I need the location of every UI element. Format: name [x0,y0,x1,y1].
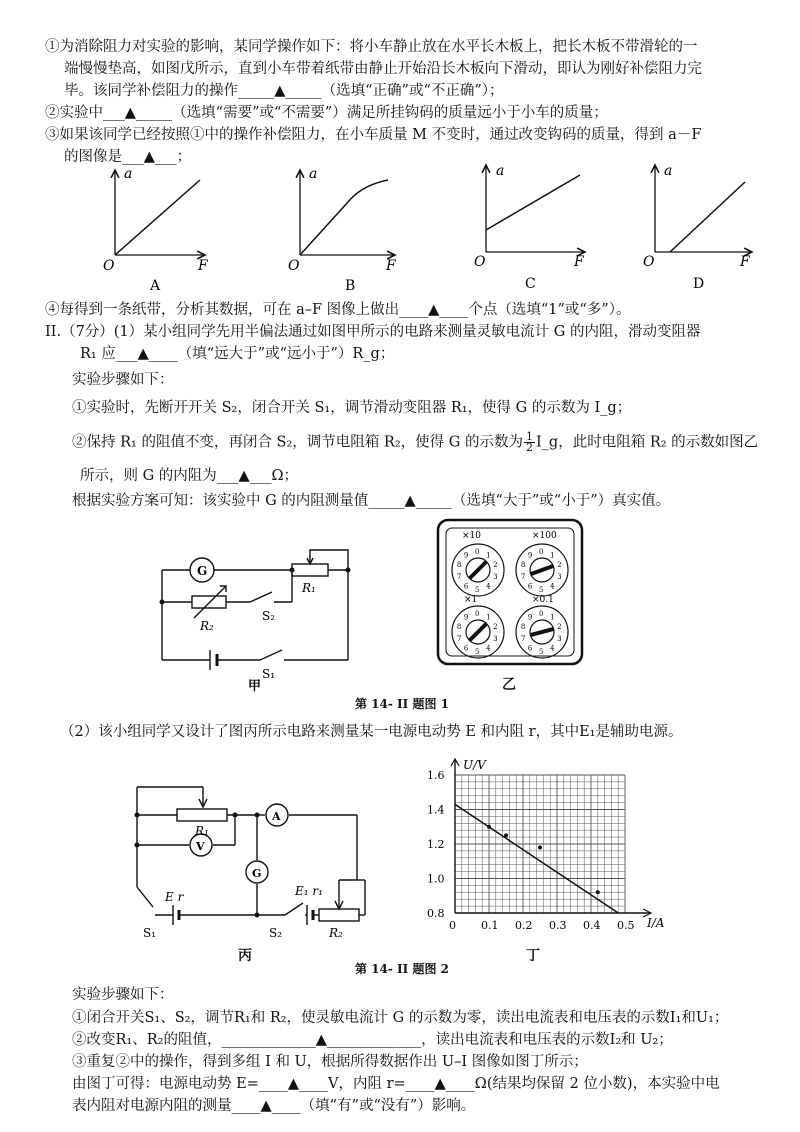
dial-digit: 7 [520,634,526,643]
graph-a-xlabel: F [198,258,208,274]
jia-r2: R₂ [200,619,214,633]
dial-digit: 5 [475,648,480,656]
bing-r1: R₁ [195,824,209,838]
y-axis-label: U/V [463,758,486,772]
dial-digit: 0 [475,548,480,556]
bing-s1: S₁ [143,926,157,940]
dial-digit: 2 [557,623,562,632]
dial-digit: 1 [550,551,555,560]
dial-label-x0.1: ×0.1 [532,595,554,605]
data-point [487,825,491,829]
p2-intro-line1: II.（7分）(1）某小组同学先用半偏法通过如图甲所示的电路来测量灵敏电流计 G 的内阻，滑动变阻器 [45,324,701,340]
dial-digit: 6 [463,644,469,653]
p2-steps-title: 实验步骤如下： [72,372,174,388]
dial-digit: 7 [520,572,526,581]
line-d [670,182,745,252]
graph-a-label: A [150,278,161,294]
p2-step1: ①实验时，先断开开关 S₂，闭合开关 S₁，调节滑动变阻器 R₁，使得 G 的示数为 I_g； [72,400,632,416]
dial-digit: 3 [493,634,498,643]
dial-digit: 1 [486,613,491,622]
dial-digit: 3 [557,634,562,643]
line-c [486,175,580,230]
af-graphs [0,160,800,300]
q2-line: ②实验中___▲_____（选填“需要”或“不需要”）满足所挂钩码的质量远小于小车的质量； [45,105,608,121]
dial-digit: 5 [475,586,480,594]
circuit-bing [125,775,385,945]
dial-digit: 7 [456,572,462,581]
q3-line1: ③如果该同学已经按照①中的操作补偿阻力，在小车质量 M 不变时，通过改变钩码的质量，得到 a－F [45,127,702,143]
dial-digit: 2 [493,561,498,570]
bing-er: E r [165,890,184,904]
dial-digit: 4 [550,644,555,653]
x-tick-label: 0.4 [583,919,601,932]
dial-digit: 9 [527,613,533,622]
graph-d-label: D [693,276,705,292]
fig2-caption: 第 14- II 题图 2 [355,962,449,976]
dial-digit: 8 [456,623,462,632]
y-tick-label: 1.6 [427,769,445,782]
dial-digit: 2 [557,561,562,570]
fig-bing: 丙 [238,948,252,964]
dial-digit: 3 [557,572,562,581]
graph-b [288,166,397,294]
p2-step2 [72,432,758,453]
graph-c-xlabel: F [574,254,584,270]
data-point [596,890,600,894]
dial-digit: 5 [539,586,544,594]
curve-b [300,180,388,255]
dial-digit: 4 [550,582,555,591]
graph-d-ylabel: a [664,163,673,179]
graph-c-ylabel: a [496,163,505,179]
bing-g: G [252,867,262,880]
p2-step2-a: ②保持 R₁ 的阻值不变，再闭合 S₂，调节电阻箱 R₂，使得 G 的示数为 [72,434,523,451]
dial-digit: 0 [475,610,480,618]
dial-digit: 6 [527,644,533,653]
x-axis-label: I/A [647,916,665,930]
x-tick-label: 0.3 [549,919,567,932]
dial-digit: 8 [520,561,526,570]
fig1-caption: 第 14- II 题图 1 [355,697,449,711]
dial-digit: 8 [520,623,526,632]
graph-c [474,163,585,292]
fraction-half [524,432,535,453]
fig-ding: 丁 [526,948,540,964]
graph-b-origin: O [288,258,300,274]
fig-yi: 乙 [502,677,516,693]
dial-digit: 0 [539,548,544,556]
q4-line: ④每得到一条纸带，分析其数据，可在 a–F 图像上做出____▲____个点（选填“1”或“多”）。 [45,302,631,318]
p2-intro-line2: R₁ 应___▲____（填“远大于”或“远小于”）R_g； [80,346,395,362]
dial-digit: 0 [539,610,544,618]
q3-line2: 的图像是___▲___； [64,149,192,165]
graph-a [103,166,209,294]
y-tick-label: 0.8 [427,907,445,920]
p3-result-line2: 表内阻对电源内阻的测量____▲____（填“有”或“没有”）影响。 [72,1098,476,1114]
jia-s1: S₁ [262,667,276,681]
graph-c-origin: O [474,254,486,270]
dial-digit: 7 [456,634,462,643]
jia-r1: R₁ [302,581,316,595]
graph-d [643,163,752,292]
dial-digit: 5 [539,648,544,656]
resistance-box-yi [436,518,586,668]
jia-s2: S₂ [262,609,276,623]
p2-step2-b: I_g，此时电阻箱 R₂ 的示数如图乙 [535,434,759,451]
dial-digit: 1 [550,613,555,622]
dial-digit: 4 [486,582,491,591]
x-tick-label: 0 [449,919,456,932]
q1-line2: 端慢慢垫高，如图戊所示，直到小车带着纸带由静止开始沿长木板向下滑动，即认为刚好补偿阻力完 [64,61,702,77]
y-tick-label: 1.4 [427,803,445,817]
dial-digit: 8 [456,561,462,570]
data-point [504,833,508,837]
dial-label-x100: ×100 [532,531,557,541]
dial-digit: 4 [486,644,491,653]
q1-line3: 毕。该同学补偿阻力的操作_____▲_____（选填“正确”或“不正确”）； [64,83,504,99]
dial-digit: 6 [527,582,533,591]
jia-g: G [197,564,208,578]
line-a [115,180,200,255]
bing-s2: S₂ [269,926,283,940]
q1-line1: ①为消除阻力对实验的影响，某同学操作如下：将小车静止放在水平长木板上，把长木板不带滑轮的一 [45,39,698,55]
frac-den: 2 [525,441,533,454]
bing-e1r1: E₁ r₁ [295,884,323,898]
x-tick-label: 0.1 [481,919,499,932]
p2-conclusion: 根据实验方案可知：该实验中 G 的内阻测量值_____▲_____（选填“大于”或“小于”）真实值。 [72,493,671,509]
graph-a-ylabel: a [124,166,133,182]
p3-step1: ①闭合开关S₁、S₂，调节R₁和 R₂，使灵敏电流计 G 的示数为零，读出电流表和电压表的示数I₁和U₁； [72,1010,729,1026]
p3-result-line1: 由图丁可得：电源电动势 E=____▲____V，内阻 r=____▲____Ω(结果均保留 2 位小数)，本实验中电 [72,1076,720,1092]
graph-c-label: C [525,276,536,292]
bing-a: A [272,810,281,823]
graph-b-label: B [345,278,356,294]
graph-b-ylabel: a [309,166,318,182]
data-point [538,845,542,849]
y-tick-label: 1.0 [427,872,445,886]
p3-step3: ③重复②中的操作，得到多组 I 和 U，根据所得数据作出 U–I 图像如图丁所示； [72,1054,588,1070]
graph-d-xlabel: F [740,254,750,270]
dial-label-x10: ×10 [462,531,481,541]
dial-digit: 9 [527,551,533,560]
p2-step2-c: 所示，则 G 的内阻为___▲___Ω； [80,468,298,484]
x-tick-label: 0.5 [617,919,635,932]
bing-v: V [196,840,205,853]
p3-intro: （2）该小组同学又设计了图丙所示电路来测量某一电源电动势 E 和内阻 r，其中E₁是辅助电源。 [60,724,683,740]
graph-d-origin: O [643,254,655,270]
ui-chart [410,755,665,955]
graph-b-xlabel: F [386,258,396,274]
dial-digit: 9 [463,551,469,560]
p3-step2: ②改变R₁、R₂的阻值，_____________▲_____________，读出电流表和电压表的示数I₂和 U₂； [72,1032,673,1048]
x-tick-label: 0.2 [515,919,533,932]
p3-steps-title: 实验步骤如下： [72,987,174,1003]
dial-digit: 9 [463,613,469,622]
y-tick-label: 1.2 [427,838,445,851]
graph-a-origin: O [103,258,115,274]
circuit-jia [150,540,370,694]
frac-num: 1 [525,430,533,443]
fig-jia: 甲 [248,679,262,694]
bing-r2: R₂ [329,926,343,940]
dial-label-x1: ×1 [464,595,478,605]
dial-digit: 2 [493,623,498,632]
dial-digit: 6 [463,582,469,591]
dial-digit: 1 [486,551,491,560]
dial-digit: 3 [493,572,498,581]
